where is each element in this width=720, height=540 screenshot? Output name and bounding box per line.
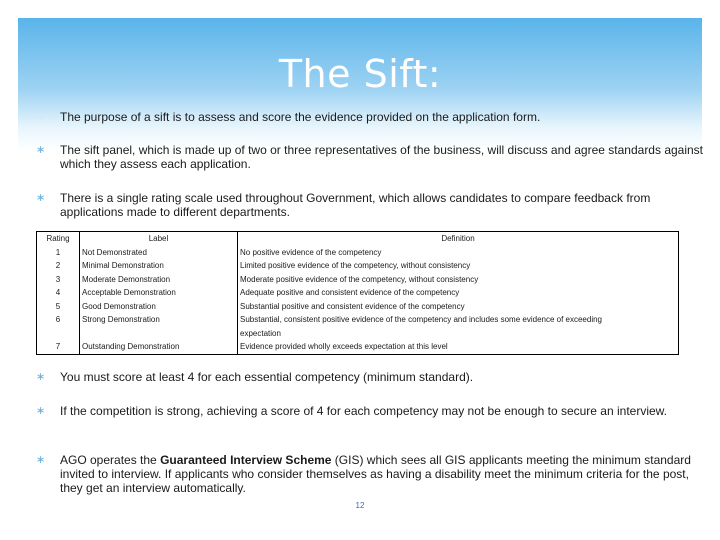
bullet-marker: ∗	[36, 192, 46, 204]
cell-rating: 1	[37, 246, 80, 260]
table-row	[37, 340, 679, 354]
cell-definition: Adequate positive and consistent evidence of the competency	[240, 288, 460, 297]
table-row	[37, 286, 679, 300]
cell-definition: Substantial, consistent positive evidence of the competency and includes some evidence of exceeding expectation	[240, 315, 602, 338]
cell-label: Outstanding Demonstration	[80, 340, 238, 354]
cell-label: Acceptable Demonstration	[80, 286, 238, 300]
bullet-marker: ∗	[36, 371, 46, 383]
cell-rating: 7	[37, 340, 80, 354]
table-row	[37, 246, 679, 260]
cell-label: Good Demonstration	[80, 300, 238, 314]
header-rating: Rating	[37, 232, 80, 246]
cell-label: Not Demonstrated	[80, 246, 238, 260]
table-row	[37, 259, 679, 273]
header-label: Label	[80, 232, 238, 246]
bullet-marker: ∗	[36, 111, 46, 123]
bullet-text: The sift panel, which is made up of two or three representatives of the business, will discuss and agree standards against which they assess each application.	[60, 143, 704, 171]
cell-rating: 5	[37, 300, 80, 314]
cell-definition: Moderate positive evidence of the competency, without consistency	[240, 274, 479, 284]
cell-label: Moderate Demonstration	[80, 273, 238, 287]
cell-definition: Substantial positive and consistent evidence of the competency	[240, 301, 465, 311]
bullet-text: If the competition is strong, achieving a score of 4 for each competency may not be enough to secure an interview.	[60, 404, 668, 418]
cell-label: Minimal Demonstration	[80, 259, 238, 273]
bullet-marker: ∗	[36, 405, 46, 417]
cell-definition: No positive evidence of the competency	[240, 247, 382, 257]
rating-scale-table	[36, 231, 679, 355]
table-header-row	[37, 232, 679, 246]
slide-title: The Sift:	[278, 52, 442, 96]
table-row	[37, 300, 679, 314]
page-number: 12	[355, 501, 365, 510]
gis-scheme-name: Guaranteed Interview Scheme	[160, 453, 332, 467]
gis-prefix: AGO operates the	[60, 453, 161, 467]
cell-rating: 6	[37, 313, 80, 340]
cell-definition: Limited positive evidence of the competency, without consistency	[240, 261, 471, 270]
bullet-text: There is a single rating scale used throughout Government, which allows candidates to compare feedback from applications made to different departments.	[60, 191, 651, 219]
cell-rating: 3	[37, 273, 80, 287]
header-definition: Definition	[441, 234, 475, 243]
table-row	[37, 273, 679, 287]
cell-rating: 2	[37, 259, 80, 273]
table-row	[37, 313, 679, 340]
bullet-text: You must score at least 4 for each essential competency (minimum standard).	[60, 370, 474, 384]
cell-rating: 4	[37, 286, 80, 300]
bullet-text	[60, 453, 710, 495]
bullet-text: The purpose of a sift is to assess and score the evidence provided on the application form.	[60, 110, 541, 124]
cell-definition: Evidence provided wholly exceeds expectation at this level	[240, 342, 448, 351]
bullet-marker: ∗	[36, 454, 46, 466]
bullet-marker: ∗	[36, 144, 46, 156]
gis-suffix: (GIS) which sees all GIS applicants meeting the minimum standard invited to interview. If applicants who consider themselves as having a disability meet the minimum criteria for the post, they get an interview automatically.	[60, 453, 691, 495]
cell-label: Strong Demonstration	[80, 313, 238, 340]
